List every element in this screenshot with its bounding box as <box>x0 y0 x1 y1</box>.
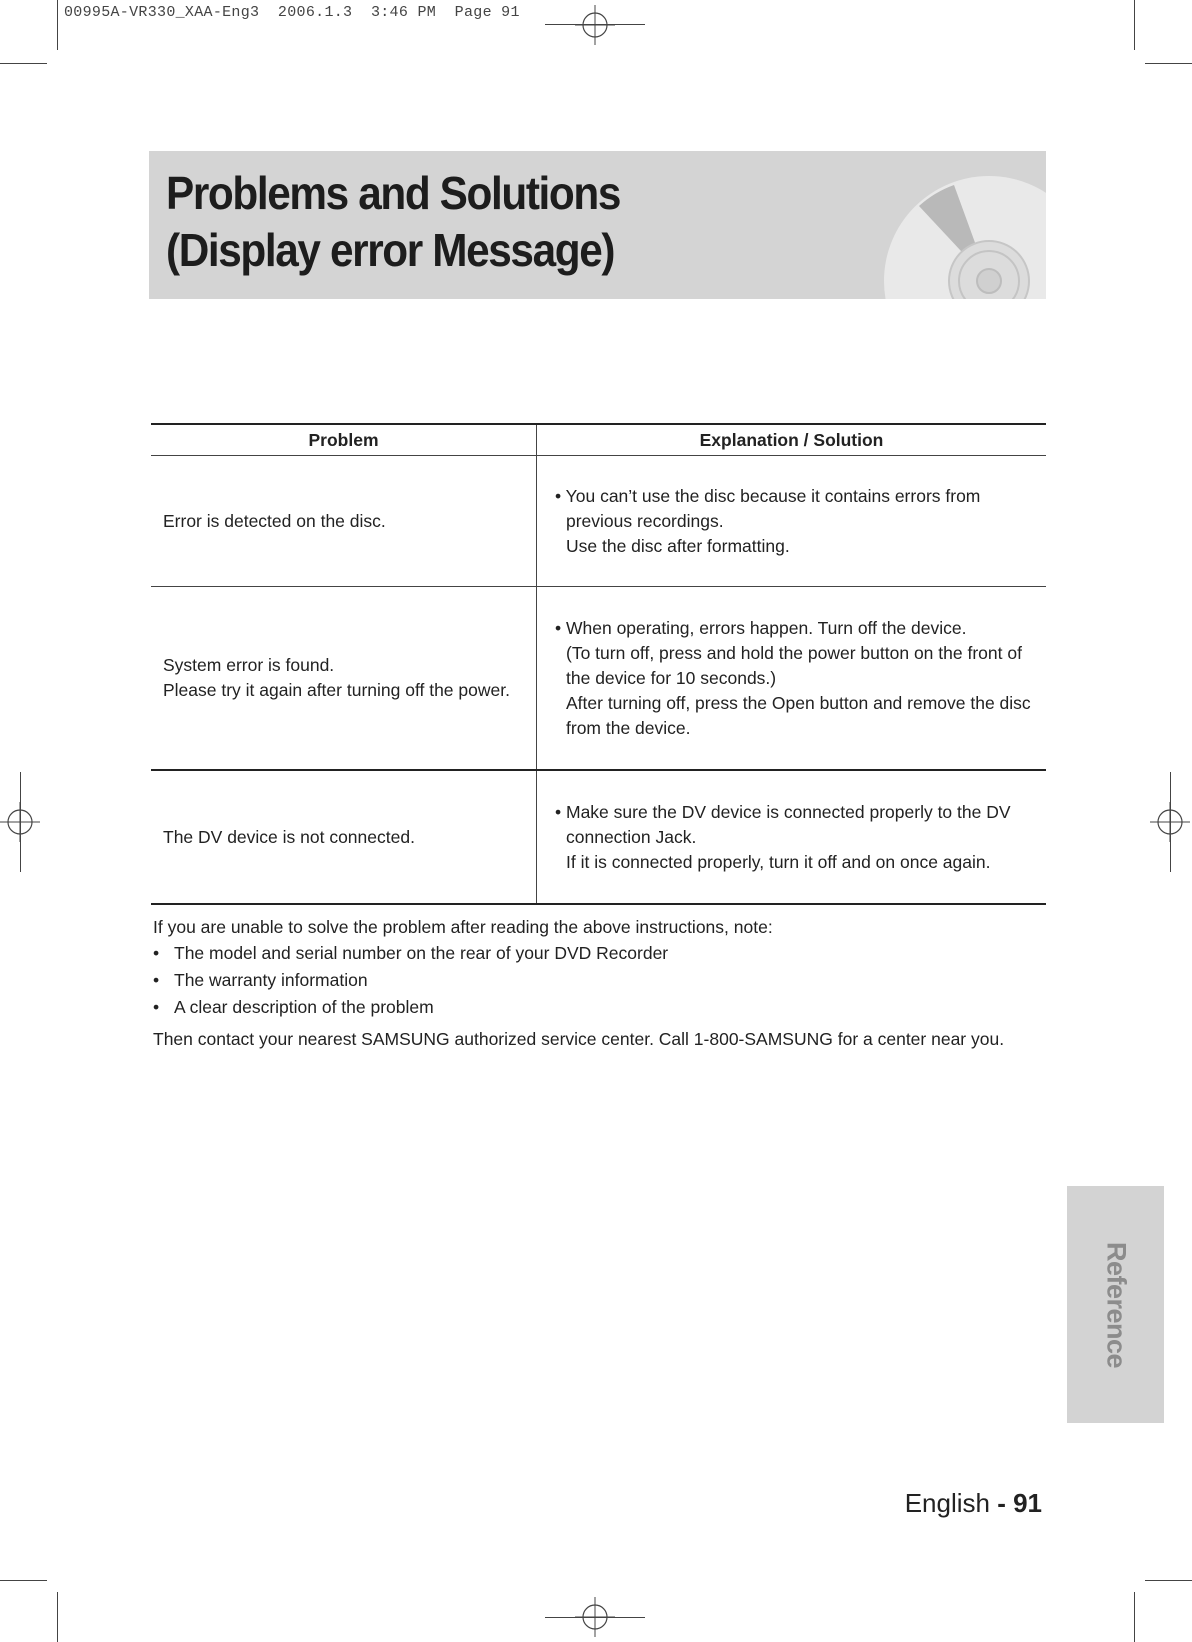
solution-line: • Make sure the DV device is connected properly to the DV <box>555 801 1011 822</box>
problem-line: Error is detected on the disc. <box>163 510 386 531</box>
problem-cell <box>151 456 537 587</box>
bullet: • <box>153 943 160 963</box>
bullet: • <box>153 970 160 990</box>
list-item-text: The warranty information <box>174 970 368 990</box>
page-title-line: (Display error Message) <box>166 224 615 276</box>
solution-line: After turning off, press the Open button and remove the disc <box>566 692 1031 713</box>
solution-line: the device for 10 seconds.) <box>566 667 777 688</box>
bullet: • <box>153 997 160 1017</box>
crop-mark <box>1134 0 1135 50</box>
solution-line: previous recordings. <box>566 510 724 531</box>
solution-cell <box>537 770 1047 904</box>
crop-mark <box>1134 1592 1135 1642</box>
solution-line: from the device. <box>566 717 691 738</box>
footer-language: English <box>904 1488 990 1518</box>
page-number: 91 <box>1013 1488 1042 1518</box>
problem-cell <box>151 770 537 904</box>
crop-mark <box>0 63 47 64</box>
crosshair-icon <box>575 1597 615 1637</box>
list-item-text: A clear description of the problem <box>174 997 434 1017</box>
help-notes <box>153 914 1053 1052</box>
solution-line: • You can’t use the disc because it contains errors from <box>555 485 981 506</box>
problem-line: System error is found. <box>163 655 335 675</box>
crop-mark <box>0 1580 47 1581</box>
title-band <box>149 151 1046 299</box>
footer-separator: - <box>989 1488 1014 1518</box>
problem-line: Please try it again after turning off the power. <box>163 680 510 700</box>
solution-line: • When operating, errors happen. Turn off the device. <box>555 617 967 638</box>
crop-mark <box>57 0 58 50</box>
problem-cell <box>151 587 537 771</box>
print-slug: 00995A-VR330_XAA-Eng3 2006.1.3 3:46 PM Page 91 <box>64 4 520 21</box>
solution-line: (To turn off, press and hold the power button on the front of <box>566 642 1022 663</box>
column-header-solution: Explanation / Solution <box>537 424 1047 456</box>
notes-intro: If you are unable to solve the problem after reading the above instructions, note: <box>153 917 773 937</box>
solution-cell <box>537 587 1047 771</box>
notes-list <box>153 940 1053 1021</box>
section-tab <box>1067 1186 1164 1423</box>
problems-table <box>151 423 1046 905</box>
crosshair-icon <box>1150 802 1190 842</box>
page-title <box>166 165 620 279</box>
crop-mark <box>1145 63 1192 64</box>
notes-outro: Then contact your nearest SAMSUNG authorized service center. Call 1-800-SAMSUNG for a center near you. <box>153 1029 1005 1049</box>
solution-line: If it is connected properly, turn it off and on once again. <box>566 851 991 872</box>
list-item <box>153 940 1053 967</box>
section-tab-label: Reference <box>1101 1241 1131 1368</box>
page-footer <box>905 1488 1042 1519</box>
table-row <box>151 587 1046 771</box>
column-header-problem: Problem <box>151 424 537 456</box>
crosshair-icon <box>0 802 40 842</box>
solution-line: Use the disc after formatting. <box>566 535 790 556</box>
list-item <box>153 994 1053 1021</box>
list-item <box>153 967 1053 994</box>
disc-icon <box>879 171 1046 299</box>
list-item-text: The model and serial number on the rear of your DVD Recorder <box>174 943 669 963</box>
problem-line: The DV device is not connected. <box>163 826 415 847</box>
solution-cell <box>537 456 1047 587</box>
table-row <box>151 456 1046 587</box>
solution-line: connection Jack. <box>566 826 697 847</box>
crop-mark <box>57 1592 58 1642</box>
table-header-row <box>151 424 1046 456</box>
crop-mark <box>1145 1580 1192 1581</box>
crosshair-icon <box>575 5 615 45</box>
page-title-line: Problems and Solutions <box>166 167 621 219</box>
table-row <box>151 770 1046 904</box>
